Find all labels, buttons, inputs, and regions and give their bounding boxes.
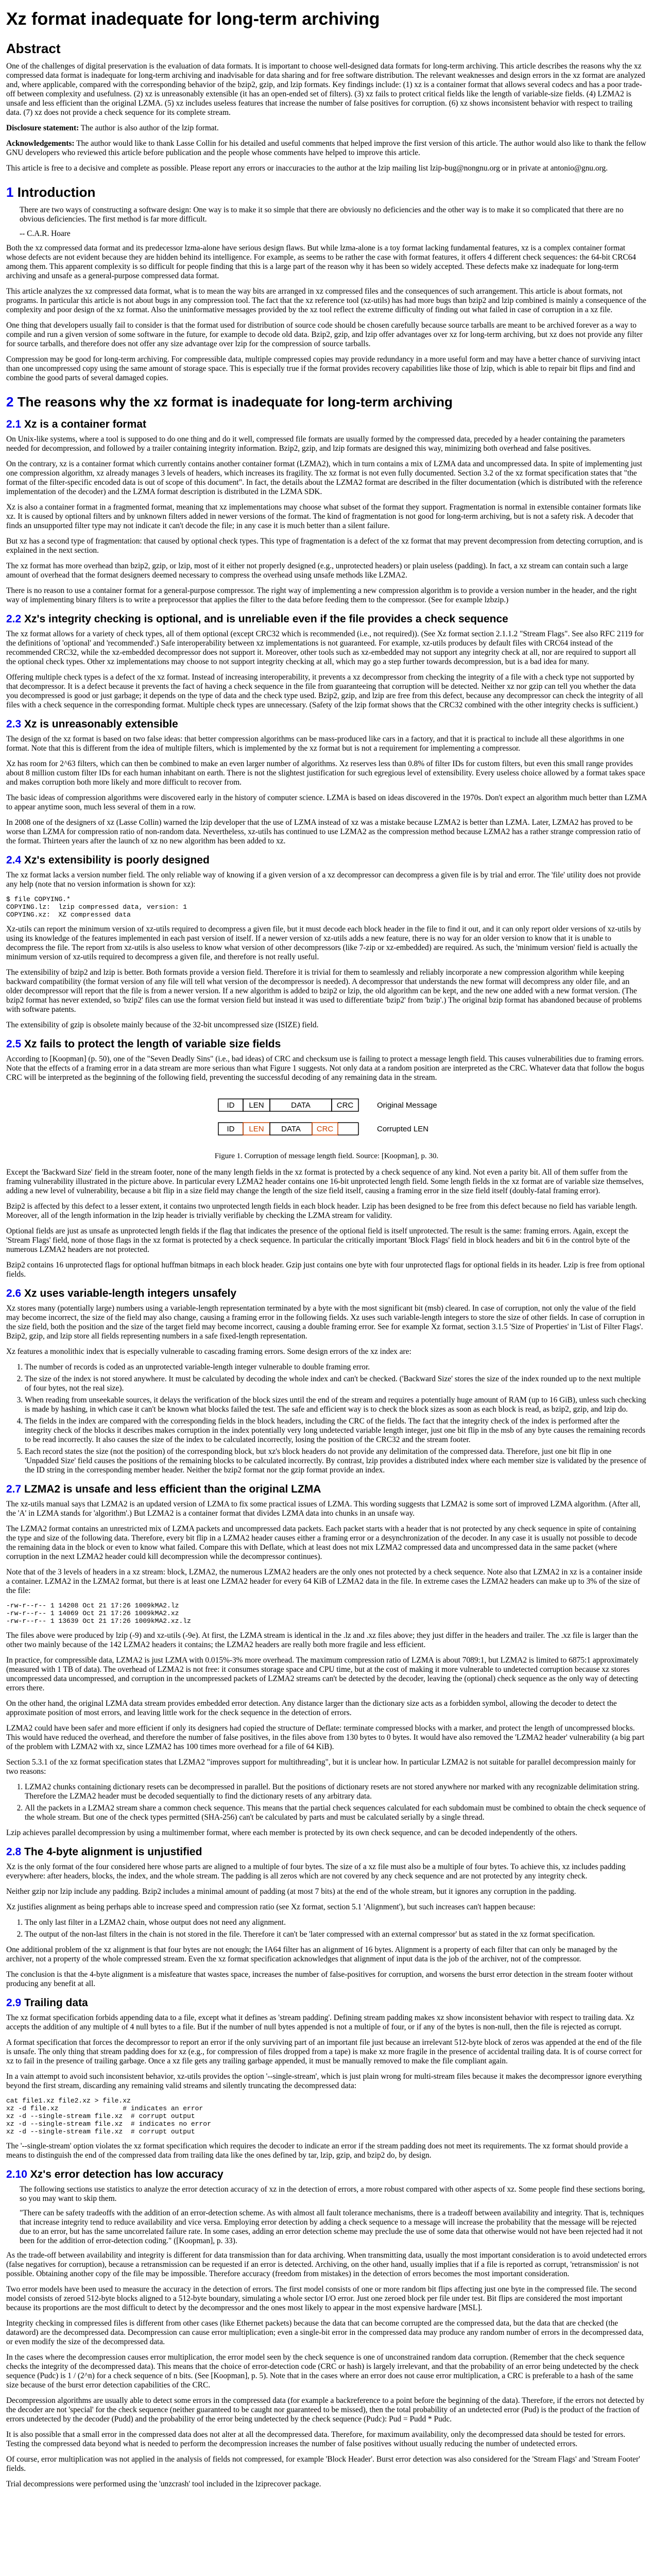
framing-error-diagram <box>6 1089 647 1146</box>
section-2-6-number[interactable]: 2.6 <box>6 1287 22 1299</box>
data-field-label: DATA <box>281 1125 301 1133</box>
list-item: 3. When reading from unseekable sources, it delays the verification of the block sizes until the end of the stream and requires a potentially huge amount of RAM (up to 16 GiB), unless such checking is made by hashing, in which case it can't be known what blocks failed the test. The safe and efficient way is to check the block sizes as soon as each block is read, as bzip2, gzip, and lzip do. <box>25 1396 647 1414</box>
s29-paragraph: A format specification that forces the decompressor to report an error if the only surviving part of an important file just because an irrelevant 512-byte block of zeros was appended at the end of the file is unsafe. The only thing that stream padding does for xz (e.g., for compression of files dropped from a tape) is make xz more fragile in the presence of accidental trailing data. It is of course correct for xz to fail in the presence of trailing garbage. Once a xz file gets any trailing garbage appended, it must be manually removed to make the file compliant again. <box>6 2038 642 2065</box>
s21-paragraph: On Unix-like systems, where a tool is supposed to do one thing and do it well, compressed file formats are usually formed by the compressed data, preceded by a header containing the parameters needed for decompression, and followed by a trailer containing integrity information. Bzip2, gzip, and lzip formats are designed this way, minimizing both overhead and false positives. <box>6 435 625 453</box>
s28-paragraph: Xz is the only format of the four considered here whose parts are aligned to a multiple of four bytes. The size of a xz file must also be a multiple of four bytes. To achieve this, xz includes padding everywhere: after headers, blocks, the index, and the whole stream. The padding is all zeros which are not covered by any check sequence and are not protected by any integrity check. <box>6 1862 626 1880</box>
len-field-label: LEN <box>249 1101 264 1110</box>
section-1-heading <box>6 184 647 200</box>
s210-paragraph: In the cases where the decompression causes error multiplication, the error model seen by the check sequence is one of unconstrained random data corruption. (Remember that the check sequence checks the integrity of the decompressed data). This means that the choice of error-detection code (CRC or hash) is largely irrelevant, and that the probability of an error being undetected by the check sequence (Pudc) is 1 / (2^n) for a check sequence of n bits. (See [Koopman], p. 5). Note that in the cases where an error does not cause error multiplication, a CRC is preferable to a hash of the same size because of the burst error detection capabilities of the CRC. <box>6 2353 639 2389</box>
s29-paragraph: The xz format specification forbids appending data to a file, except what it defines as 'stream padding'. Defining stream padding makes xz show inconsistent behavior with respect to trailing data. Xz accepts the addition of any multiple of 4 null bytes to a file. But if the number of null bytes appended is not a multiple of four, or if any of the bytes is non-null, then the file is rejected as corrupt. <box>6 2013 634 2031</box>
section-2-5-number[interactable]: 2.5 <box>6 1038 22 1050</box>
index-errors-list <box>6 1363 647 1475</box>
section-2-6-title: Xz uses variable-length integers unsafely <box>24 1287 237 1299</box>
list-item: 2. All the packets in a LZMA2 stream share a common check sequence. This means that the partial check sequences calculated for each subdomain must be combined to obtain the check sequence of the whole stream. But one of the check types permitted (SHA-256) can't be calculated by parts and must be calculated serially by a single thread. <box>25 1804 647 1822</box>
s26-paragraph: Xz stores many (potentially large) numbers using a variable-length representation terminated by a byte with the most significant bit (msb) cleared. In case of corruption, not only the value of the field may become incorrect, the size of the field may also change, causing a framing error in the following fields. Xz uses such variable-length integers to store the size of other fields. In case of corruption in the size field, both the position and the size of the target field may become incorrect, causing a double framing error. See for example Xz format, section 3.1.5 'Size of Properties' in 'List of Filter Flags'. Bzip2, gzip, and lzip store all fields representing numbers in a safe fixed-length representation. <box>6 1304 645 1341</box>
section-2-number[interactable]: 2 <box>6 394 14 410</box>
alignment-reasons-list <box>6 1918 647 1939</box>
s210-paragraph: Trial decompressions were performed using the 'unzcrash' tool included in the lziprecover package. <box>6 2480 321 2488</box>
s21-paragraph: On the contrary, xz is a container format which currently contains another container format (LZMA2), which in turn contains a mix of LZMA data and uncompressed data. In spite of implementing just one compression algorithm, xz already manages 3 levels of headers, which increases its fragility. The xz format is not even fully documented. Section 3.2 of the xz format specification states that "the format of the filter-specific encoded data is out of scope of this document". In fact, the details about the LZMA2 format are described in the filter documentation (which is distributed with the reference implementation of the decoder) and the LZMA format description is distributed in the LZMA SDK. <box>6 460 643 496</box>
s24-paragraph: Xz-utils can report the minimum version of xz-utils required to decompress a given file, but it must decode each block header in the file to find it out, and it can only report older versions of xz-utils by using its knowledge of the features implemented in each past version of itself. If a newer version of xz-utils adds a new feature, there is no way for an older version to know that it is unable to decompress the file. The report from xz-utils is also useless to know what version of other decompressors (like 7-zip or xz-embedded) are required. As such, the 'minimum version' field is actually the minimum version of xz-utils required to decompress a given file, and therefore is not really useful. <box>6 925 642 961</box>
section-2-1-title: Xz is a container format <box>24 418 146 430</box>
s27-paragraph: Section 5.3.1 of the xz format specification states that LZMA2 "improves support for multithreading", but it is unclear how. In particular LZMA2 is not suitable for parallel decompression mainly for two reasons: <box>6 1758 636 1776</box>
s21-paragraph: The xz format has more overhead than bzip2, gzip, or lzip, most of it either not properly designed (e.g., unprotected headers) or plain useless (padding). In fact, a xz stream can contain such a large amount of overhead that the format designers deemed necessary to compress the overhead using unsafe methods like LZMA2. <box>6 562 628 580</box>
s210-paragraph: Decompression algorithms are usually able to detect some errors in the compressed data (for example a backreference to a point before the beginning of the data). Therefore, if the errors not detected by the decoder are not 'special' for the check sequence (neither guaranteed to be caught nor guaranteed to be missed), then the total probability of an undetected error (Pud) is the product of the fraction of errors undetected by the decoder (Pudd) and the probability of the error being undetected by the check sequence (Pudc): Pud = Pudd * Pudc. <box>6 2396 645 2424</box>
list-item: 4. The fields in the index are compared with the corresponding fields in the block headers, including the CRC of the fields. The fact that the integrity check of the index is performed after the integrity check of the blocks it describes makes corruption in the index potentially very long undetected variable length integer, just one bit flip in the msb of any byte causes the remaining records to be read incorrectly. It also causes the size of the index to be calculated incorrectly, losing the position of the CRC32 and the stream footer. <box>25 1417 647 1445</box>
section-2-1-heading <box>6 418 647 431</box>
section-2-3-heading <box>6 718 647 731</box>
section-2-9-title: Trailing data <box>24 1997 88 2009</box>
section-2-heading <box>6 394 647 410</box>
s24-paragraph: The xz format lacks a version number field. The only reliable way of knowing if a given version of a xz decompressor can decompress a given file is by trial and error. The 'file' utility does not provide any help (note that no version information is shown for xz): <box>6 871 641 889</box>
section-1-title: Introduction <box>17 184 96 200</box>
s23-paragraph: Xz has room for 2^63 filters, which can then be combined to make an even larger number of algorithms. Xz reserves less than 0.8% of filter IDs for custom filters, but even this small range provides about 8 million custom filter IDs for each human inhabitant on earth. There is not the slightest justification for such egregious level of extensibility. Every useless choice allowed by a format takes space and makes corruption both more likely and more difficult to recover from. <box>6 759 645 787</box>
s26-paragraph: Xz features a monolithic index that is especially vulnerable to cascading framing errors. Some design errors of the xz index are: <box>6 1347 411 1356</box>
id-field-label: ID <box>227 1101 235 1110</box>
s27-paragraph: The files above were produced by lzip (-9) and xz-utils (-9e). At first, the LZMA stream is identical in the .lz and .xz files above; they just differ in the headers and trailer. The .xz file is larger than the other two mainly because of the 142 LZMA2 headers it contains; the LZMA2 headers are really both more fragile and less efficient. <box>6 1631 639 1649</box>
s28-paragraph: One additional problem of the xz alignment is that four bytes are not enough; the IA64 filter has an alignment of 16 bytes. Alignment is a property of each filter that can only be managed by the archiver, not a property of the whole compressed stream. Even the xz format specification acknowledges that alignment of input data is the job of the archiver, not of the compressor. <box>6 1945 617 1963</box>
section-2-8-heading <box>6 1846 647 1858</box>
list-item: 1. The number of records is coded as an unprotected variable-length integer vulnerable to double framing error. <box>25 1363 647 1372</box>
section-2-4-heading <box>6 854 647 867</box>
s25-paragraph: Except the 'Backward Size' field in the stream footer, none of the many length fields in the xz format is protected by a check sequence of any kind. Not even a parity bit. All of them suffer from the framing vulnerability illustrated in the picture above. In particular every LZMA2 header contains one 16-bit unprotected length field. Some length fields in the xz format are of variable size themselves, adding a new level of vulnerability, because a bit flip in a size field may change the length of the size field itself, causing a framing error in the size field itself (doubly-fatal framing error). <box>6 1168 644 1195</box>
s1-paragraph: Compression may be good for long-term archiving. For compressible data, multiple compressed copies may provide redundancy in a more useful form and may have a better chance of surviving intact than one uncompressed copy using the same amount of storage space. This is especially true if the format provides recovery capabilities like those of lzip, which is able to repair bit flips and find and combine the good parts of several damaged copies. <box>6 355 641 382</box>
section-2-2-title: Xz's integrity checking is optional, and is unreliable even if the file provides a check sequence <box>24 613 508 625</box>
disclosure-label: Disclosure statement: <box>6 124 79 132</box>
section-2-10-number[interactable]: 2.10 <box>6 2168 27 2180</box>
s1-paragraph: One thing that developers usually fail to consider is that the format used for distribution of source code should be chosen carefully because source tarballs are meant to be archived forever as a way to compile and run a given version of some software in the future, for example to decode old data. Bzip2, gzip, and lzip offer advantages over xz for long-term archiving, but xz does not provide any filter for source tarballs, and therefore does not offer any size advantage over lzip for the compression of source tarballs. <box>6 321 643 348</box>
s28-paragraph: Xz justifies alignment as being perhaps able to increase speed and compression ratio (see Xz format, section 5.1 'Alignment'), but such increases can't happen because: <box>6 1903 536 1911</box>
s27-paragraph: The LZMA2 format contains an unrestricted mix of LZMA packets and uncompressed data packets. Each packet starts with a header that is not protected by any check sequence in spite of containing the type and size of the following data. Therefore, every bit flip in a LZMA2 header causes either a framing error or a desynchronization of the decoder. In any case it is usually not possible to decode the remaining data in the block or even to know what failed. Compare this with Deflate, which at least does not mix LZMA2 compressed data and uncompressed data in the same packet (where corruption in the next LZMA2 header could kill decompression while the decompressor continues). <box>6 1524 637 1561</box>
section-2-8-title: The 4-byte alignment is unjustified <box>24 1846 202 1858</box>
page-title: Xz format inadequate for long-term archiving <box>6 9 380 29</box>
s22-paragraph: Offering multiple check types is a defect of the xz format. Instead of increasing interoperability, it prevents a xz decompressor from checking the integrity of a file with a check type not supported by that decompressor. It is a defect because it prevents the fact of having a check sequence in the file from guaranteeing that corruption will be detected. Neither xz nor gzip can tell you whether the data you decompressed is good or just garbage; it depends on the type of data and the check type used. Bzip2, gzip, and lzip are free from this defect, because any decompressor can check the integrity of all files with a check sequence in the corresponding format. Multiple check types are unnecessary. (Safety of the lzip format shows that the CRC32 combined with the other integrity checks is sufficient.) <box>6 673 643 709</box>
list-item: 1. The only last filter in a LZMA2 chain, whose output does not need any alignment. <box>25 1918 647 1927</box>
section-2-7-heading <box>6 1483 647 1496</box>
section-2-8-number[interactable]: 2.8 <box>6 1846 22 1858</box>
disclosure-paragraph <box>6 124 647 133</box>
section-1-number[interactable]: 1 <box>6 184 14 200</box>
single-stream-code: cat file1.xz file2.xz > file.xz xz -d file.xz # indicates an error xz -d --single-stream file.xz # corrupt output xz -d --single-stream file.xz # indicates no error xz -d --single-stream file.xz # corrupt output <box>6 2097 211 2136</box>
contact-paragraph: This article is free to a decisive and complete as possible. Please report any errors or inaccuracies to the author at the lzip mailing list lzip-bug@nongnu.org or in private at antonio@gnu.org. <box>6 164 608 173</box>
figure-1-caption: Figure 1. Corruption of message length field. Source: [Koopman], p. 30. <box>214 1152 439 1160</box>
s27-paragraph: Note that of the 3 levels of headers in a xz stream: block, LZMA2, the numerous LZMA2 headers are the only ones not protected by a check sequence. Note also that LZMA2 in xz is a container inside a container. LZMA2 in the LZMA2 format, but there is at least one LZMA2 header for every 64 KiB of LZMA2 data in the file. In extreme cases the LZMA2 headers can make up to 3% of the size of the file: <box>6 1568 643 1595</box>
s21-paragraph: But xz has a second type of fragmentation: that caused by optional check types. This type of fragmentation is a defect of the xz format that may prevent decompression from detecting corruption, and is explained in the next section. <box>6 537 643 555</box>
s22-paragraph: The xz format allows for a variety of check types, all of them optional (except CRC32 which is recommended (i.e., not required)). (See Xz format section 2.1.1.2 "Stream Flags". See also RFC 2119 for the definitions of 'optional' and 'recommended'.) Safe interoperability between xz implementations is not guaranteed. For example, xz-utils produces by default files with CRC64 instead of the recommended CRC32, while the xz-embedded decompressor does not support it. Moreover, other tools such as xz-embedded may not support any integrity check at all, nor are required to support all the optional check types. Other xz implementations may choose to not support integrity checking at all, which may go a step further towards decompression, but is a bad idea for many. <box>6 630 644 666</box>
section-2-6-heading <box>6 1287 647 1300</box>
parallel-decompression-list <box>6 1783 647 1822</box>
skip-note: The following sections use statistics to analyze the error detection accuracy of xz in the detection of errors, a more robust compared with other aspects of xz. Some people find these sections boring, so you may want to skip them. <box>20 2185 645 2203</box>
s27-paragraph: The xz-utils manual says that LZMA2 is an updated version of LZMA to fix some practical issues of LZMA. This wording suggests that LZMA2 is some sort of improved LZMA algorithm. (After all, the 'A' in LZMA stands for 'algorithm'.) But LZMA2 is a container format that divides LZMA data into chunks in an unsafe way. <box>6 1500 641 1518</box>
list-item: 2. The output of the non-last filters in the chain is not stored in the file. Therefore it can't be 'later compressed with an external compressor' but as stated in the xz format specification. <box>25 1930 647 1939</box>
s25-paragraph: Optional fields are just as unsafe as unprotected length fields if the flag that indicates the presence of the optional field is itself unprotected. The result is the same: framing errors. Again, except the 'Stream Flags' field, none of those flags in the xz format is protected by a check sequence. In particular the critically important 'Block Flags' field in block headers and bit 6 in the control byte of the numerous LZMA2 headers are not protected. <box>6 1227 630 1254</box>
s28-paragraph: The conclusion is that the 4-byte alignment is a misfeature that wastes space, increases the number of false-positives for corruption, and worsens the burst error detection in the stream footer without producing any benefit at all. <box>6 1970 633 1988</box>
s25-paragraph: According to [Koopman] (p. 50), one of the "Seven Deadly Sins" (i.e., bad ideas) of CRC and checksum use is failing to protect a message length field. This causes vulnerabilities due to framing errors. Note that the effects of a framing error in a data stream are more serious than what Figure 1 suggests. Not only data at a random position are interpreted as the CRC. Whatever data that follow the bogus CRC will be interpreted as the beginning of the following field, preventing the successful decoding of any remaining data in the stream. <box>6 1055 645 1082</box>
s23-paragraph: The design of the xz format is based on two false ideas: that better compression algorithms can be mass-produced like cars in a factory, and that it is practical to include all these algorithms in one format. Note that this is different from the idea of multiple filters, which is implemented by the xz format but is not a requirement for implementing a compressor. <box>6 735 624 753</box>
s23-paragraph: The basic ideas of compression algorithms were discovered early in the history of computer science. LZMA is based on ideas discovered in the 1970s. Don't expect an algorithm much better than LZMA to appear anytime soon, much less several of them in a row. <box>6 793 647 811</box>
file-command-code: $ file COPYING.* COPYING.lz: lzip compressed data, version: 1 COPYING.xz: XZ compressed data <box>6 895 187 919</box>
list-item: 5. Each record states the size (not the position) of the corresponding block, but xz's block headers do not provide any delimitation of the compressed data. Therefore, just one bit flip in one 'Unpadded Size' field causes the positions of the remaining blocks to be calculated incorrectly. By contrast, lzip provides a distributed index where each member size is validated by the presence of the ID string in the corresponding member header. Neither the bzip2 format nor the gzip format provide an index. <box>25 1447 647 1475</box>
s25-paragraph: Bzip2 is affected by this defect to a lesser extent, it contains two unprotected length fields in each block header. Lzip has been designed to be free from this defect because no field has variable length. Moreover, all of the length information in the lzip header is trivially verifiable by checking the LZMA stream for validity. <box>6 1202 638 1220</box>
s27-paragraph: In practice, for compressible data, LZMA2 is just LZMA with 0.015%-3% more overhead. The maximum compression ratio of LZMA is about 7089:1, but LZMA2 is limited to 6875:1 approximately (measured with 1 TB of data). The overhead of LZMA2 is not free: it consumes storage space and CPU time, but at the cost of making it more vulnerable to undetected corruption because xz stores uncompressed data uncompressed, and corruption in the uncompressed packets of LZMA2 streams can't be detected by the decoder, leaving the (optional) check sequence as the only way of detecting errors there. <box>6 1656 639 1692</box>
hoare-quote-attribution: -- C.A.R. Hoare <box>20 229 71 238</box>
s1-paragraph: Both the xz compressed data format and its predecessor lzma-alone have serious design flaws. But while lzma-alone is a toy format lacking fundamental features, xz is a complex container format whose defects are not evident because they are hidden behind its intelligence. For example, as seems to be rather the case with format features, it offers 4 different check sequences: the 64-bit CRC64 among them. This apparent complexity is so difficult for people finding that this is a large part of the reason why it has been so widely accepted. These defects make xz inadequate for long-term archiving and unsafe as a general-purpose compressed data format. <box>6 244 636 280</box>
file-listing-code: -rw-r--r-- 1 14208 Oct 21 17:26 1009kMA2.lz -rw-r--r-- 1 14069 Oct 21 17:26 1009kMA2.xz -rw-r--r-- 1 13639 Oct 21 17:26 1009kMA2.xz.lz <box>6 1602 191 1625</box>
section-2-5-heading <box>6 1038 647 1050</box>
section-2-2-heading <box>6 613 647 625</box>
section-2-5-title: Xz fails to protect the length of variable size fields <box>24 1038 281 1050</box>
s29-paragraph: In a vain attempt to avoid such inconsistent behavior, xz-utils provides the option '--single-stream', which is just plain wrong for multi-stream files because it makes the decompressor ignore everything beyond the first stream, discarding any remaining valid streams and silently truncating the decompressed data: <box>6 2072 642 2090</box>
s29-paragraph: The '--single-stream' option violates the xz format specification which requires the decoder to indicate an error if the stream padding does not meet its requirements. The xz format should provide a means to distinguish the end of the compressed data from trailing data like the ones defined by tar, lzip, gzip, and bzip2 do, by design. <box>6 2142 628 2160</box>
s24-paragraph: The extensibility of gzip is obsolete mainly because of the 32-bit uncompressed size (ISIZE) field. <box>6 1021 319 1029</box>
s1-paragraph: This article analyzes the xz compressed data format, what is to mean the way bits are arranged in xz compressed files and the consequences of such arrangement. This article is about formats, not programs. In particular this article is not about bugs in any compression tool. The fact that the xz reference tool (xz-utils) has had more bugs than bzip2 and lzip combined is mainly a consequence of the complexity and poor design of the xz format. Also the uninformative messages provided by the xz tool reflect the extreme difficulty of finding out what failed in case of corruption in a xz file. <box>6 287 646 314</box>
list-item: 2. The size of the index is not stored anywhere. It must be calculated by decoding the whole index and can't be checked. ('Backward Size' stores the size of the index rounded up to the next multiple of four bytes, not the real size). <box>25 1375 647 1393</box>
s210-paragraph: Integrity checking in compressed files is different from other cases (like Ethernet packets) because the data that can become corrupted are the compressed data, but the data that are checked (the dataword) are the decompressed data. Decompression can cause error multiplication; even a single-bit error in the compressed data may produce any random number of errors in the decompressed data, or even modify the size of the decompressed data. <box>6 2319 644 2346</box>
crc-field-label: CRC <box>336 1101 354 1110</box>
section-2-10-heading <box>6 2168 647 2181</box>
section-2-2-number[interactable]: 2.2 <box>6 613 22 625</box>
list-item: 1. LZMA2 chunks containing dictionary resets can be decompressed in parallel. But the positions of dictionary resets are not stored anywhere nor marked with any recognizable delimitation string. Therefore the LZMA2 header must be decoded sequentially to find the dictionary resets of any arbitrary data. <box>25 1783 647 1801</box>
corrupted-len-field-label: LEN <box>249 1125 264 1133</box>
section-2-7-number[interactable]: 2.7 <box>6 1483 22 1495</box>
s27-paragraph: On the other hand, the original LZMA data stream provides embedded error detection. Any distance larger than the dictionary size acts as a forbidden symbol, allowing the decoder to detect the approximate position of most errors, and leaving little work for the check sequence in the detection of errors. <box>6 1699 617 1717</box>
original-message-label: Original Message <box>377 1101 437 1110</box>
ack-label: Acknowledgements: <box>6 139 75 148</box>
section-2-4-number[interactable]: 2.4 <box>6 854 22 866</box>
s21-paragraph: Xz is also a container format in a fragmented format, meaning that xz implementations may choose what subset of the format they support. Fragmentation is normal in extensible container formats like xz. It is caused by optional filters and by unknown filters added in newer versions of the format. The kind of fragmentation is not good for long-term archiving, but is not a safety risk. A decoder that finds an unsupported filter type may not indicate it can't decode the file; in any case it is much better than a silent failure. <box>6 503 641 530</box>
section-2-3-number[interactable]: 2.3 <box>6 718 22 730</box>
ack-text: The author would like to thank Lasse Collin for his detailed and useful comments that helped improve the first version of this article. The author would also like to thank the fellow GNU developers who reviewed this article before publication and the people whose comments have helped to improve this article. <box>6 139 646 157</box>
figure-1 <box>6 1089 647 1161</box>
article <box>6 9 647 2489</box>
s24-paragraph: The extensibility of bzip2 and lzip is better. Both formats provide a version field. Therefore it is trivial for them to seamlessly and reliably incorporate a new compression algorithm while keeping backward compatibility (the format version of any file will tell what version of the decompressor is needed). A decompressor that understands the new format will decompress any older file, and an older decompressor will report that the file is from a newer version. If a new algorithm is added to bzip2 or lzip, the old algorithm can be kept, and the new one added with a new format version. (The bzip2 format has never extended, so 'bzip2' files can use the format version field but instead it was used to differentiate 'bzip2' from 'bzip'.) The original bzip format has abandoned because of problems with software patents. <box>6 968 642 1014</box>
koopman-quote: "There can be safety tradeoffs with the addition of an error-detection scheme. As with almost all fault tolerance mechanisms, there is a tradeoff between availability and integrity. That is, techniques that increase integrity tend to reduce availability and vice versa. Employing error detection by adding a check sequence to a message will increase the probability that the message will be rejected due to an error, but has the same uncorrelated failure rate. In some cases, adding an error detection scheme may preclude the use of some data that otherwise would not have been rejected had it not been for the addition of error-detection coding." ([Koopman], p. 33). <box>20 2209 644 2245</box>
s27-paragraph: LZMA2 could have been safer and more efficient if only its designers had copied the structure of Deflate: terminate compressed blocks with a marker, and protect the length of uncompressed blocks. This would have reduced the overhead, and therefore the number of false positives, in the files above from 130 bytes to 0 bytes. It would have also removed the 'LZMA2 header' vulnerability (a big part of the problem with LZMA2 with xz, since LZMA2 has 100 times more overhead for a file of 64 KiB). <box>6 1724 645 1751</box>
section-2-title: The reasons why the xz format is inadequate for long-term archiving <box>17 394 453 410</box>
s28-paragraph: Neither gzip nor lzip include any padding. Bzip2 includes a minimal amount of padding (at most 7 bits) at the end of the whole stream, but it ignores any corruption in the padding. <box>6 1887 576 1896</box>
misread-crc-field-label: CRC <box>316 1125 334 1133</box>
s21-paragraph: There is no reason to use a container format for a general-purpose compressor. The right way of implementing a new compression algorithm is to provide a version number in the header, and the right way of implementing binary filters is to write a preprocessor that applies the filter to the data before feeding them to the compressor. (See for example lzbzip.) <box>6 586 637 604</box>
s210-paragraph: It is also possible that a small error in the compressed data does not alter at all the decompressed data. Therefore, for maximum availability, only the decompressed data should be tested for errors. Testing the compressed data beyond what is needed to perform the decompression increases the number of false positives without usually reducing the number of undetected errors. <box>6 2430 626 2448</box>
abstract-text: One of the challenges of digital preservation is the evaluation of data formats. It is important to choose well-designed data formats for long-term archiving. This article describes the reasons why the xz compressed data format is inadequate for long-term archiving and inadvisable for data sharing and for free software distribution. The relevant weaknesses and design errors in the xz format are analyzed and, where applicable, compared with the corresponding behavior of the bzip2, gzip, and lzip formats. Key findings include: (1) xz is a container format that allows several codecs and has a poor trade-off between complexity and usefulness. (2) xz is unreasonably extensible (it has an open-ended set of filters). (3) xz fails to protect critical fields like the length of variable-size fields. (4) LZMA2 is unsafe and less efficient than the original LZMA. (5) xz includes useless features that increase the number of false positives for corruption. (6) xz shows inconsistent behavior with respect to trailing data. (7) xz does not provide a check sequence for its complete stream. <box>6 62 645 117</box>
section-2-9-number[interactable]: 2.9 <box>6 1997 22 2009</box>
s27-paragraph: Lzip achieves parallel decompression by using a multimember format, where each member is protected by its own check sequence, and can be decoded independently of the others. <box>6 1828 578 1837</box>
section-2-3-title: Xz is unreasonably extensible <box>24 718 178 730</box>
s210-paragraph: Of course, error multiplication was not applied in the analysis of fields not compressed, for example 'Block Header'. Burst error detection was also considered for the 'Stream Flags' and 'Stream Footer' fields. <box>6 2455 640 2473</box>
section-2-4-title: Xz's extensibility is poorly designed <box>24 854 210 866</box>
abstract-heading: Abstract <box>6 41 61 56</box>
disclosure-text: The author is also author of the lzip format. <box>80 124 219 132</box>
corrupted-len-label: Corrupted LEN <box>377 1125 429 1133</box>
acknowledgements-paragraph <box>6 139 647 158</box>
corrupted-message-row <box>218 1123 428 1135</box>
section-2-1-number[interactable]: 2.1 <box>6 418 22 430</box>
s25-paragraph: Bzip2 contains 16 unprotected flags for optional huffman bitmaps in each block header. Gzip just contains one byte with four unprotected flags for optional fields in its header. Lzip is free from optional fields. <box>6 1261 645 1279</box>
id-field-label: ID <box>227 1125 235 1133</box>
hoare-quote: There are two ways of constructing a software design: One way is to make it so simple that there are obviously no deficiencies and the other way is to make it so complicated that there are no obvious deficiencies. The first method is far more difficult. <box>20 206 624 224</box>
section-2-9-heading <box>6 1997 647 2009</box>
s210-paragraph: As the trade-off between availability and integrity is different for data transmission than for data archiving. When transmitting data, usually the most important consideration is to avoid undetected errors (false negatives for corruption), because a retransmission can be requested if an error is detected. Archiving, on the other hand, usually implies that if a file is reported as corrupt, 'retransmission' is not possible. Obtaining another copy of the file may be impossible. Therefore accuracy (freedom from mistakes) in the detection of errors becomes the most important consideration. <box>6 2251 647 2278</box>
s210-paragraph: Two error models have been used to measure the accuracy in the detection of errors. The first model consists of one or more random bit flips affecting just one byte in the compressed file. The second model consists of zeroed 512-byte blocks aligned to a 512-byte boundary, simulating a whole sector I/O error. Just one zeroed block per file under test. Bit flips are considered the most important because its proportions are the most difficult to detect by the decompressor and the ones most likely to appear in the most expensive hardware [MSL]. <box>6 2285 637 2312</box>
s23-paragraph: In 2008 one of the designers of xz (Lasse Collin) warned the lzip developer that the use of LZMA instead of xz was a mistake because LZMA2 is better than LZMA. Later, LZMA2 has proved to be worse than LZMA for compression ratio of non-random data. Nevertheless, xz-utils has continued to use LZMA2 as the compression method because LZMA2 has a rather strange compression ratio of the format. Thirteen years after the launch of xz no new algorithm has been added to xz. <box>6 818 641 845</box>
section-2-7-title: LZMA2 is unsafe and less efficient than the original LZMA <box>24 1483 321 1495</box>
original-message-row <box>218 1099 437 1111</box>
section-2-10-title: Xz's error detection has low accuracy <box>30 2168 224 2180</box>
data-field-label: DATA <box>291 1101 311 1110</box>
